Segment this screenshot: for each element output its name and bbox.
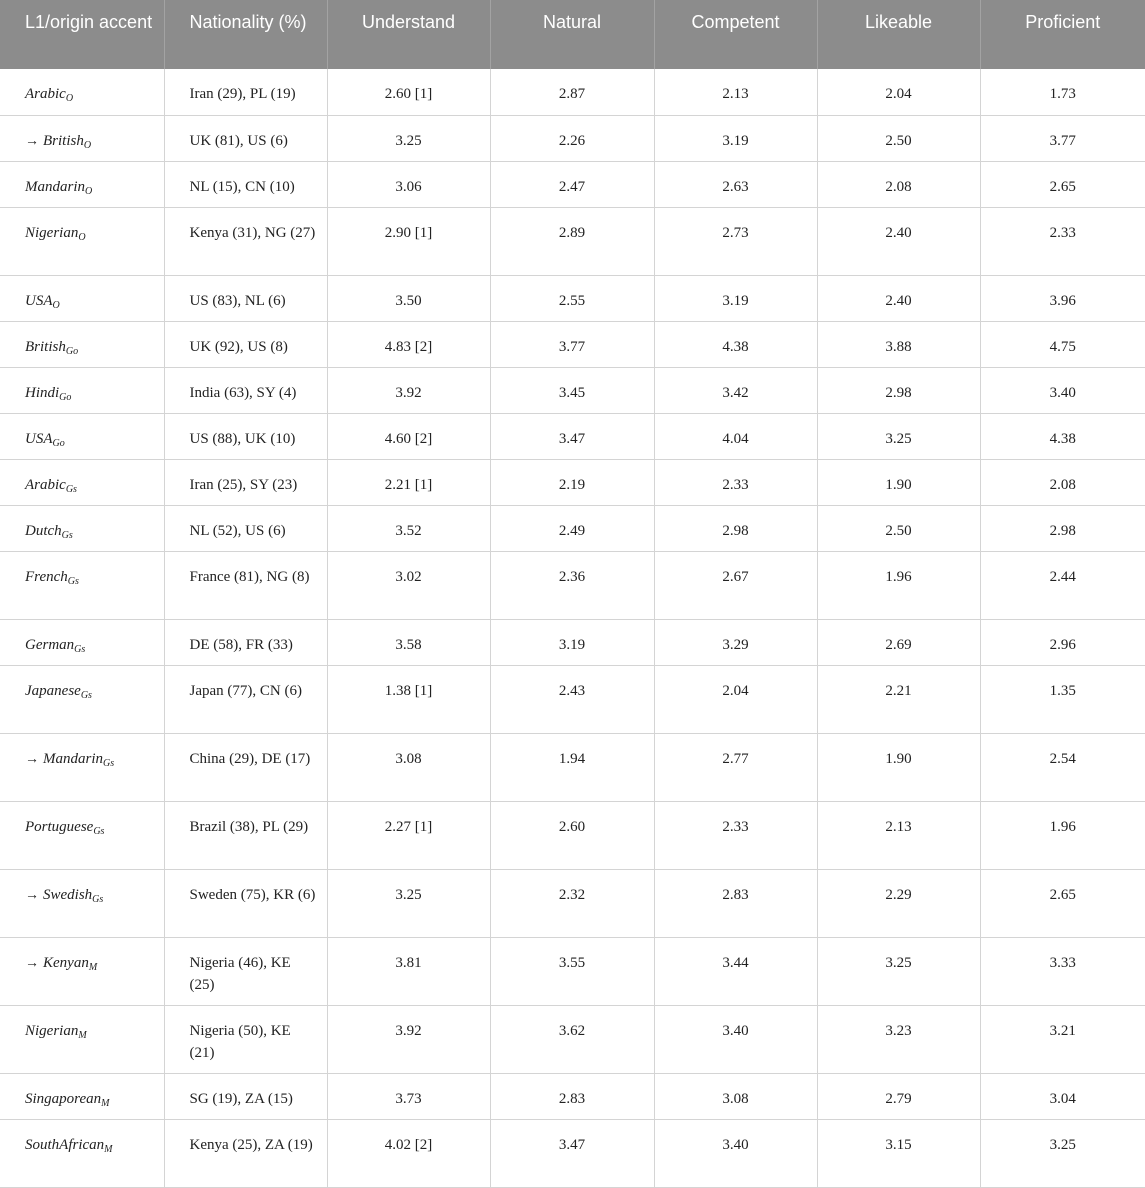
likeable-cell: 2.40: [817, 275, 980, 321]
table-row: [0, 1119, 1145, 1187]
accent-name: Portuguese: [25, 818, 94, 835]
table-row: [0, 1073, 1145, 1119]
accent-cell: [0, 869, 164, 937]
understand-cell: 3.50: [327, 275, 490, 321]
likeable-cell: 2.21: [817, 665, 980, 733]
competent-cell: 3.40: [654, 1005, 817, 1073]
table-row: [0, 665, 1145, 733]
table-row: [0, 619, 1145, 665]
natural-cell: 1.94: [490, 733, 654, 801]
proficient-cell: 2.96: [980, 619, 1145, 665]
accent-cell: [0, 551, 164, 619]
accent-cell: [0, 733, 164, 801]
likeable-cell: 2.50: [817, 115, 980, 161]
accent-name: Dutch: [25, 522, 62, 539]
accent-cell: [0, 459, 164, 505]
accent-subscript: Gs: [74, 643, 86, 655]
table-row: [0, 551, 1145, 619]
accent-subscript: Gs: [103, 757, 115, 769]
arrow-icon: →: [25, 887, 39, 903]
natural-cell: 2.32: [490, 869, 654, 937]
proficient-cell: 1.73: [980, 69, 1145, 115]
table-row: [0, 413, 1145, 459]
proficient-cell: 3.33: [980, 937, 1145, 1005]
accent-name: USA: [25, 292, 53, 309]
accent-subscript: O: [52, 299, 60, 311]
nationality-cell: Iran (29), PL (19): [164, 69, 327, 115]
natural-cell: 2.55: [490, 275, 654, 321]
accent-cell: [0, 1119, 164, 1187]
header-nationality: Nationality (%): [164, 0, 327, 69]
accent-subscript: M: [78, 1029, 87, 1041]
accent-cell: [0, 801, 164, 869]
nationality-cell: DE (58), FR (33): [164, 619, 327, 665]
accent-cell: [0, 207, 164, 275]
understand-cell: 2.90 [1]: [327, 207, 490, 275]
accent-subscript: Gs: [67, 575, 79, 587]
natural-cell: 3.55: [490, 937, 654, 1005]
table-row: [0, 275, 1145, 321]
natural-cell: 3.45: [490, 367, 654, 413]
likeable-cell: 3.25: [817, 937, 980, 1005]
accent-name: Mandarin: [43, 750, 103, 767]
natural-cell: 2.43: [490, 665, 654, 733]
accent-name: Hindi: [25, 384, 60, 401]
natural-cell: 2.49: [490, 505, 654, 551]
accent-cell: [0, 161, 164, 207]
accent-cell: [0, 321, 164, 367]
competent-cell: 3.29: [654, 619, 817, 665]
nationality-cell: SG (19), ZA (15): [164, 1073, 327, 1119]
nationality-cell: NL (52), US (6): [164, 505, 327, 551]
understand-cell: 3.25: [327, 869, 490, 937]
understand-cell: 2.21 [1]: [327, 459, 490, 505]
proficient-cell: 2.44: [980, 551, 1145, 619]
accent-subscript: O: [83, 139, 92, 151]
competent-cell: 2.13: [654, 69, 817, 115]
proficient-cell: 2.08: [980, 459, 1145, 505]
nationality-cell: Iran (25), SY (23): [164, 459, 327, 505]
likeable-cell: 3.88: [817, 321, 980, 367]
competent-cell: 2.83: [654, 869, 817, 937]
table-body: [0, 69, 1145, 1187]
table-row: [0, 937, 1145, 1005]
accent-name: Nigerian: [25, 1022, 79, 1039]
table-row: [0, 1005, 1145, 1073]
natural-cell: 2.47: [490, 161, 654, 207]
competent-cell: 3.42: [654, 367, 817, 413]
proficient-cell: 2.33: [980, 207, 1145, 275]
accent-subscript: Go: [65, 345, 79, 357]
understand-cell: 2.27 [1]: [327, 801, 490, 869]
proficient-cell: 3.96: [980, 275, 1145, 321]
accent-cell: [0, 937, 164, 1005]
table-row: [0, 505, 1145, 551]
proficient-cell: 1.96: [980, 801, 1145, 869]
likeable-cell: 3.23: [817, 1005, 980, 1073]
competent-cell: 4.38: [654, 321, 817, 367]
likeable-cell: 3.25: [817, 413, 980, 459]
accent-name: British: [25, 338, 66, 355]
table-row: [0, 115, 1145, 161]
understand-cell: 4.83 [2]: [327, 321, 490, 367]
arrow-icon: →: [25, 955, 39, 971]
nationality-cell: UK (81), US (6): [164, 115, 327, 161]
accent-name: Nigerian: [25, 224, 79, 241]
competent-cell: 3.19: [654, 275, 817, 321]
table-row: [0, 733, 1145, 801]
proficient-cell: 3.40: [980, 367, 1145, 413]
accent-name: SouthAfrican: [25, 1136, 105, 1153]
nationality-cell: Sweden (75), KR (6): [164, 869, 327, 937]
likeable-cell: 2.08: [817, 161, 980, 207]
accent-cell: [0, 275, 164, 321]
proficient-cell: 2.54: [980, 733, 1145, 801]
accent-cell: [0, 1005, 164, 1073]
accent-name: Arabic: [25, 476, 66, 493]
accent-name: British: [43, 132, 84, 149]
accent-name: German: [25, 636, 75, 653]
competent-cell: 2.73: [654, 207, 817, 275]
understand-cell: 3.25: [327, 115, 490, 161]
nationality-cell: Japan (77), CN (6): [164, 665, 327, 733]
natural-cell: 2.83: [490, 1073, 654, 1119]
understand-cell: 3.02: [327, 551, 490, 619]
competent-cell: 2.77: [654, 733, 817, 801]
header-natural: Natural: [490, 0, 654, 69]
accent-subscript: O: [65, 93, 74, 104]
accent-name: USA: [25, 430, 53, 447]
likeable-cell: 1.96: [817, 551, 980, 619]
header-likeable: Likeable: [817, 0, 980, 69]
competent-cell: 3.40: [654, 1119, 817, 1187]
competent-cell: 2.63: [654, 161, 817, 207]
nationality-cell: Nigeria (50), KE (21): [164, 1005, 327, 1073]
understand-cell: 3.81: [327, 937, 490, 1005]
understand-cell: 3.52: [327, 505, 490, 551]
table-row: [0, 207, 1145, 275]
nationality-cell: Kenya (31), NG (27): [164, 207, 327, 275]
accent-subscript: M: [104, 1143, 113, 1155]
natural-cell: 2.19: [490, 459, 654, 505]
accent-subscript: Gs: [65, 483, 77, 495]
nationality-cell: India (63), SY (4): [164, 367, 327, 413]
competent-cell: 3.19: [654, 115, 817, 161]
nationality-cell: Nigeria (46), KE (25): [164, 937, 327, 1005]
natural-cell: 2.60: [490, 801, 654, 869]
accent-subscript: M: [88, 961, 98, 973]
understand-cell: 2.60 [1]: [327, 69, 490, 115]
arrow-icon: →: [25, 751, 39, 767]
proficient-cell: 3.21: [980, 1005, 1145, 1073]
proficient-cell: 3.25: [980, 1119, 1145, 1187]
competent-cell: 2.33: [654, 459, 817, 505]
accent-subscript: Gs: [80, 689, 92, 701]
accent-cell: [0, 69, 164, 115]
understand-cell: 4.60 [2]: [327, 413, 490, 459]
likeable-cell: 3.15: [817, 1119, 980, 1187]
likeable-cell: 1.90: [817, 459, 980, 505]
accent-subscript: Gs: [61, 529, 73, 541]
accent-name: French: [25, 568, 68, 585]
accent-name: Japanese: [25, 682, 81, 699]
likeable-cell: 2.79: [817, 1073, 980, 1119]
understand-cell: 3.92: [327, 1005, 490, 1073]
natural-cell: 3.47: [490, 413, 654, 459]
competent-cell: 2.04: [654, 665, 817, 733]
table-row: [0, 161, 1145, 207]
table-row: [0, 367, 1145, 413]
likeable-cell: 2.40: [817, 207, 980, 275]
accent-subscript: M: [101, 1097, 110, 1109]
accent-subscript: O: [78, 231, 86, 243]
nationality-cell: NL (15), CN (10): [164, 161, 327, 207]
natural-cell: 3.62: [490, 1005, 654, 1073]
competent-cell: 2.67: [654, 551, 817, 619]
proficient-cell: 1.35: [980, 665, 1145, 733]
header-accent: L1/origin accent: [0, 0, 164, 69]
table-row: [0, 321, 1145, 367]
header-row: [0, 0, 1145, 69]
arrow-icon: →: [25, 133, 39, 149]
understand-cell: 3.08: [327, 733, 490, 801]
accent-subscript: Go: [59, 391, 72, 403]
competent-cell: 3.44: [654, 937, 817, 1005]
proficient-cell: 2.65: [980, 161, 1145, 207]
nationality-cell: Kenya (25), ZA (19): [164, 1119, 327, 1187]
accent-subscript: Gs: [93, 825, 105, 837]
understand-cell: 3.92: [327, 367, 490, 413]
likeable-cell: 2.69: [817, 619, 980, 665]
accent-subscript: Go: [52, 437, 65, 449]
accent-subscript: O: [85, 185, 93, 197]
header-competent: Competent: [654, 0, 817, 69]
natural-cell: 2.26: [490, 115, 654, 161]
understand-cell: 1.38 [1]: [327, 665, 490, 733]
proficient-cell: 2.65: [980, 869, 1145, 937]
accent-cell: [0, 665, 164, 733]
competent-cell: 2.98: [654, 505, 817, 551]
accent-cell: [0, 1073, 164, 1119]
header-proficient: Proficient: [980, 0, 1145, 69]
accent-cell: [0, 505, 164, 551]
accent-cell: [0, 367, 164, 413]
accent-name: Swedish: [43, 886, 93, 903]
table-row: [0, 801, 1145, 869]
accent-subscript: Gs: [92, 893, 104, 905]
header-understand: Understand: [327, 0, 490, 69]
natural-cell: 2.89: [490, 207, 654, 275]
likeable-cell: 2.98: [817, 367, 980, 413]
accent-name: Kenyan: [43, 954, 89, 971]
understand-cell: 3.06: [327, 161, 490, 207]
accent-cell: [0, 413, 164, 459]
natural-cell: 3.77: [490, 321, 654, 367]
accent-cell: [0, 115, 164, 161]
natural-cell: 2.87: [490, 69, 654, 115]
nationality-cell: China (29), DE (17): [164, 733, 327, 801]
accent-cell: [0, 619, 164, 665]
likeable-cell: 2.29: [817, 869, 980, 937]
proficient-cell: 3.04: [980, 1073, 1145, 1119]
nationality-cell: US (88), UK (10): [164, 413, 327, 459]
competent-cell: 4.04: [654, 413, 817, 459]
likeable-cell: 2.13: [817, 801, 980, 869]
table-row: [0, 869, 1145, 937]
competent-cell: 3.08: [654, 1073, 817, 1119]
nationality-cell: France (81), NG (8): [164, 551, 327, 619]
natural-cell: 3.19: [490, 619, 654, 665]
likeable-cell: 2.50: [817, 505, 980, 551]
proficient-cell: 2.98: [980, 505, 1145, 551]
natural-cell: 3.47: [490, 1119, 654, 1187]
accent-name: Arabic: [25, 86, 66, 102]
understand-cell: 3.58: [327, 619, 490, 665]
understand-cell: 4.02 [2]: [327, 1119, 490, 1187]
competent-cell: 2.33: [654, 801, 817, 869]
likeable-cell: 1.90: [817, 733, 980, 801]
accent-name: Singaporean: [25, 1090, 102, 1107]
nationality-cell: Brazil (38), PL (29): [164, 801, 327, 869]
natural-cell: 2.36: [490, 551, 654, 619]
accent-name: Mandarin: [25, 178, 85, 195]
understand-cell: 3.73: [327, 1073, 490, 1119]
nationality-cell: UK (92), US (8): [164, 321, 327, 367]
proficient-cell: 3.77: [980, 115, 1145, 161]
nationality-cell: US (83), NL (6): [164, 275, 327, 321]
table-header: [0, 0, 1145, 69]
table-row: [0, 459, 1145, 505]
table-row: [0, 69, 1145, 115]
proficient-cell: 4.75: [980, 321, 1145, 367]
likeable-cell: 2.04: [817, 69, 980, 115]
proficient-cell: 4.38: [980, 413, 1145, 459]
